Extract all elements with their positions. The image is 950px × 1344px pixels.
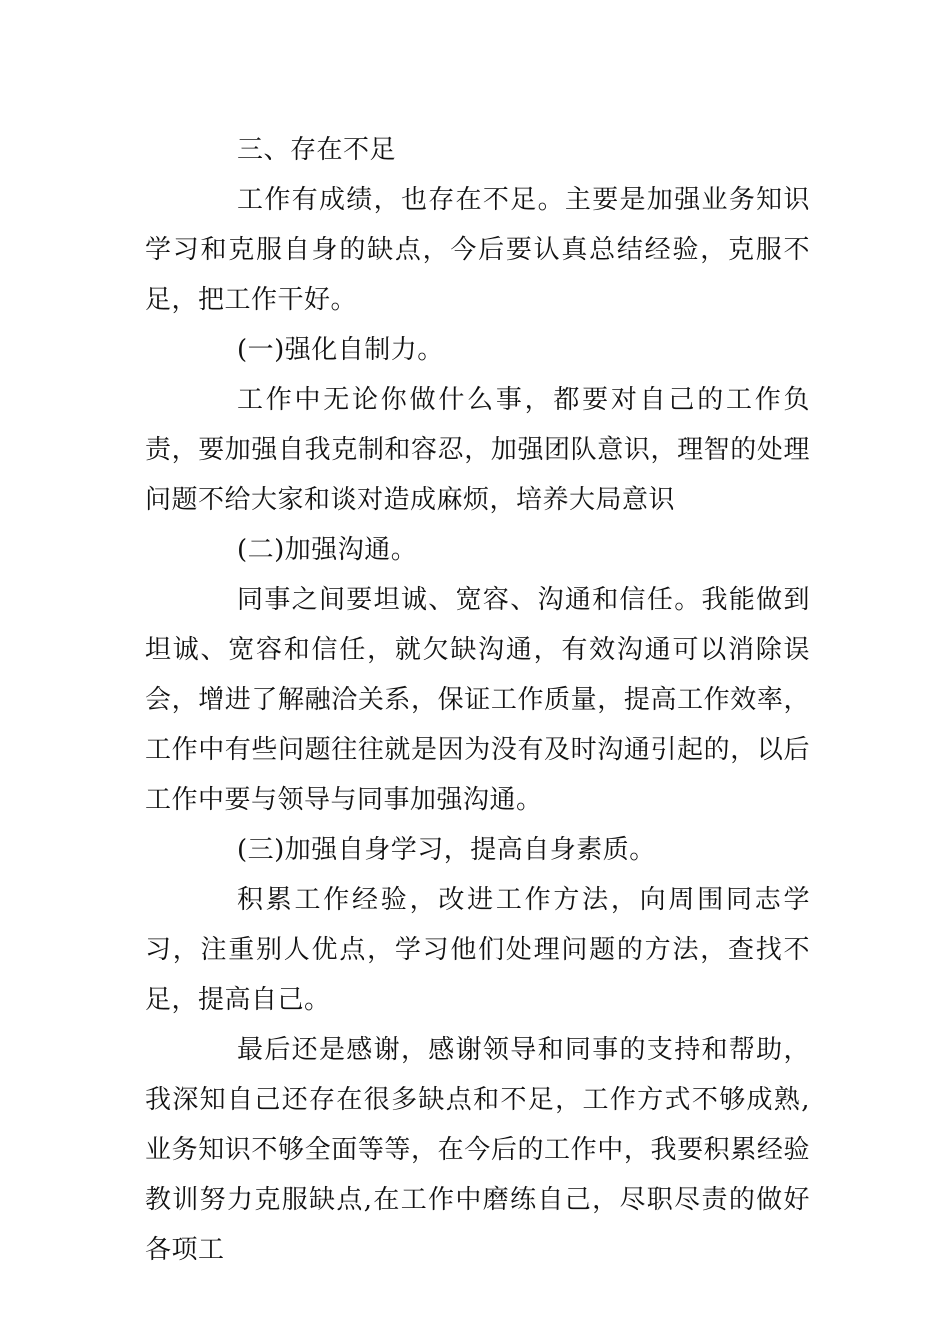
section-heading: 三、存在不足 bbox=[237, 135, 397, 165]
paragraph: 积累工作经验，改进工作方法，向周围同志学习，注重别人优点，学习他们处理问题的方法，查找不足，提高自己。 bbox=[145, 885, 810, 1015]
paragraph: 工作有成绩，也存在不足。主要是加强业务知识学习和克服自身的缺点，今后要认真总结经验，克服不足，把工作干好。 bbox=[145, 185, 810, 315]
subsection-heading: (三)加强自身学习，提高自身素质。 bbox=[237, 835, 656, 865]
paragraph: 工作中无论你做什么事，都要对自己的工作负责，要加强自我克制和容忍，加强团队意识，理智的处理问题不给大家和谈对造成麻烦，培养大局意识 bbox=[145, 385, 810, 515]
paragraph: 最后还是感谢，感谢领导和同事的支持和帮助，我深知自己还存在很多缺点和不足，工作方式不够成熟,业务知识不够全面等等，在今后的工作中，我要积累经验教训努力克服缺点,在工作中磨练自己，尽职尽责的做好各项工 bbox=[145, 1035, 810, 1265]
document-body bbox=[145, 125, 810, 1275]
subsection-heading: (二)加强沟通。 bbox=[237, 535, 418, 565]
paragraph: 同事之间要坦诚、宽容、沟通和信任。我能做到坦诚、宽容和信任，就欠缺沟通，有效沟通可以消除误会，增进了解融洽关系，保证工作质量，提高工作效率，工作中有些问题往往就是因为没有及时沟通引起的，以后工作中要与领导与同事加强沟通。 bbox=[145, 585, 810, 815]
subsection-heading: (一)强化自制力。 bbox=[237, 335, 444, 365]
